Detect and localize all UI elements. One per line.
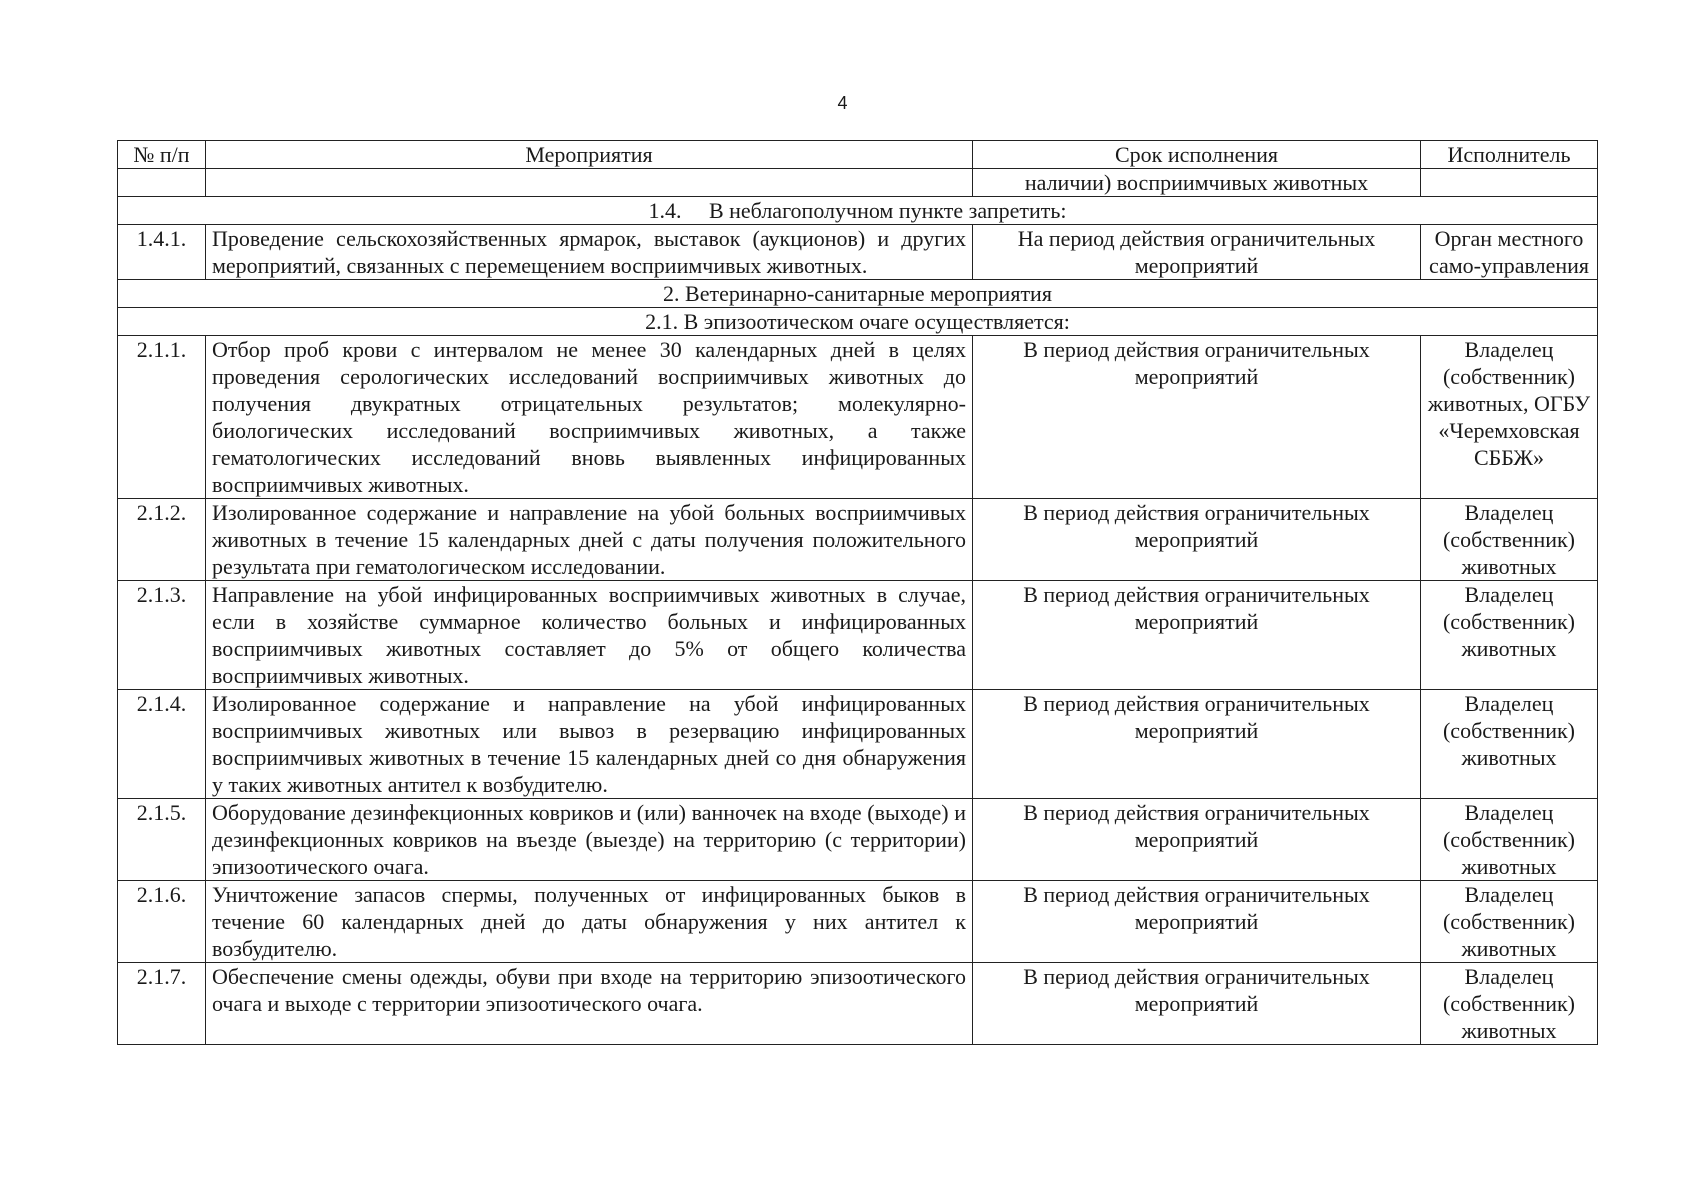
cell-executor: Владелец (собственник) животных xyxy=(1421,690,1598,799)
section-heading: 2. Ветеринарно-санитарные мероприятия xyxy=(118,280,1598,308)
cell-term: В период действия ограничительных мероприятий xyxy=(973,963,1421,1045)
table-row xyxy=(118,963,1598,1045)
table-row xyxy=(118,881,1598,963)
cell-activity: Уничтожение запасов спермы, полученных от инфицированных быков в течение 60 календарных дней до даты обнаружения у них антител к возбудителю. xyxy=(206,881,973,963)
table-row xyxy=(118,690,1598,799)
cell-executor: Владелец (собственник) животных xyxy=(1421,963,1598,1045)
cell-term: В период действия ограничительных мероприятий xyxy=(973,690,1421,799)
header-term: Срок исполнения xyxy=(973,141,1421,169)
subsection-row xyxy=(118,308,1598,336)
cell-term: В период действия ограничительных мероприятий xyxy=(973,499,1421,581)
table-row xyxy=(118,799,1598,881)
cell-activity: Оборудование дезинфекционных ковриков и (или) ванночек на входе (выходе) и дезинфекционных ковриков на въезде (выезде) на территорию (с территории) эпизоотического очага. xyxy=(206,799,973,881)
table-row xyxy=(118,225,1598,280)
cell-num: 2.1.7. xyxy=(118,963,206,1045)
page-number: 4 xyxy=(837,93,848,113)
cell-activity: Изолированное содержание и направление на убой больных восприимчивых животных в течение 15 календарных дней с даты получения положительного результата при гематологическом исследовании. xyxy=(206,499,973,581)
table-header xyxy=(118,141,1598,169)
cell-term: В период действия ограничительных мероприятий xyxy=(973,881,1421,963)
subsection-heading: 1.4. В неблагополучном пункте запретить: xyxy=(118,197,1598,225)
table-row xyxy=(118,336,1598,499)
cell-num: 2.1.4. xyxy=(118,690,206,799)
header-num: № п/п xyxy=(118,141,206,169)
cell-term: В период действия ограничительных мероприятий xyxy=(973,581,1421,690)
header-executor: Исполнитель xyxy=(1421,141,1598,169)
cell-term: На период действия ограничительных мероприятий xyxy=(973,225,1421,280)
cell-num: 2.1.5. xyxy=(118,799,206,881)
cell-activity: Направление на убой инфицированных восприимчивых животных в случае, если в хозяйстве суммарное количество больных и инфицированных восприимчивых животных составляет до 5% от общего количества восприимчивых животных. xyxy=(206,581,973,690)
cell-executor: Владелец (собственник) животных xyxy=(1421,499,1598,581)
header-activity: Мероприятия xyxy=(206,141,973,169)
table-row xyxy=(118,499,1598,581)
measures-table xyxy=(117,140,1598,1045)
cell-activity: Проведение сельскохозяйственных ярмарок, выставок (аукционов) и других мероприятий, связанных с перемещением восприимчивых животных. xyxy=(206,225,973,280)
cell-activity: Обеспечение смены одежды, обуви при входе на территорию эпизоотического очага и выходе с территории эпизоотического очага. xyxy=(206,963,973,1045)
subsection-row xyxy=(118,197,1598,225)
section-row xyxy=(118,280,1598,308)
cell-num: 2.1.6. xyxy=(118,881,206,963)
cell-num: 2.1.1. xyxy=(118,336,206,499)
cell-num: 2.1.3. xyxy=(118,581,206,690)
cell-num: 2.1.2. xyxy=(118,499,206,581)
cell-term: В период действия ограничительных мероприятий xyxy=(973,336,1421,499)
cell-executor: Орган местного само-управления xyxy=(1421,225,1598,280)
table-row xyxy=(118,581,1598,690)
cell-executor: Владелец (собственник) животных, ОГБУ «Черемховская СББЖ» xyxy=(1421,336,1598,499)
cell-executor: Владелец (собственник) животных xyxy=(1421,581,1598,690)
cell-executor: Владелец (собственник) животных xyxy=(1421,881,1598,963)
cell-executor: Владелец (собственник) животных xyxy=(1421,799,1598,881)
cell-num xyxy=(118,169,206,197)
cell-activity: Изолированное содержание и направление на убой инфицированных восприимчивых животных или вывоз в резервацию инфицированных восприимчивых животных в течение 15 календарных дней со дня обнаружения у таких животных антител к возбудителю. xyxy=(206,690,973,799)
cell-executor xyxy=(1421,169,1598,197)
cell-activity xyxy=(206,169,973,197)
cell-term: В период действия ограничительных мероприятий xyxy=(973,799,1421,881)
continuation-row xyxy=(118,169,1598,197)
cell-activity: Отбор проб крови с интервалом не менее 30 календарных дней в целях проведения серологических исследований восприимчивых животных до получения двукратных отрицательных результатов; молекулярно-биологических исследований восприимчивых животных, а также гематологических исследований вновь выявленных инфицированных восприимчивых животных. xyxy=(206,336,973,499)
subsection-heading: 2.1. В эпизоотическом очаге осуществляется: xyxy=(118,308,1598,336)
cell-num: 1.4.1. xyxy=(118,225,206,280)
cell-term: наличии) восприимчивых животных xyxy=(973,169,1421,197)
